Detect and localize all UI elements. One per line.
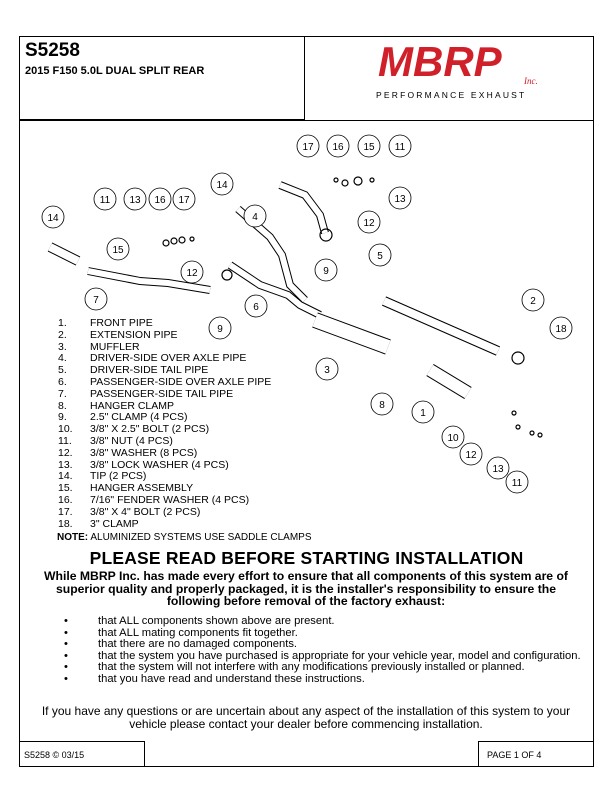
- part-name: MUFFLER: [90, 340, 140, 353]
- logo-wordmark: MBRP: [378, 42, 502, 85]
- parts-list-item: [58, 330, 271, 342]
- part-name: 3/8" LOCK WASHER (4 PCS): [90, 458, 229, 471]
- parts-list-item: [58, 507, 271, 519]
- parts-list: [58, 318, 271, 530]
- part-number-label: 9.: [58, 411, 67, 424]
- part-number-label: 18.: [58, 517, 73, 530]
- callout-number: 2: [530, 296, 536, 307]
- callout-number: 12: [363, 218, 375, 229]
- part-name: 3/8" X 2.5" BOLT (2 PCS): [90, 423, 210, 436]
- bullet-icon: •: [64, 661, 68, 673]
- part-name: 2.5" CLAMP (4 PCS): [90, 411, 188, 424]
- checklist-item: [64, 674, 584, 686]
- callout-number: 14: [216, 180, 228, 191]
- aluminized-note: [57, 532, 312, 543]
- part-number-label: 16.: [58, 493, 73, 506]
- bullet-icon: •: [64, 626, 68, 639]
- callout-number: 15: [112, 245, 124, 256]
- install-heading: PLEASE READ BEFORE STARTING INSTALLATION: [89, 548, 524, 568]
- callout-number: 5: [377, 251, 383, 262]
- bullet-icon: •: [64, 672, 68, 685]
- callout-number: 9: [323, 266, 329, 277]
- vehicle-description: 2015 F150 5.0L DUAL SPLIT REAR: [25, 65, 205, 77]
- checklist-text: that the system you have purchased is appropriate for your vehicle year, model and configuration.: [98, 649, 581, 662]
- callout-number: 1: [420, 408, 426, 419]
- part-number-label: 15.: [58, 482, 73, 495]
- callout-number: 11: [394, 142, 406, 153]
- callout-number: 9: [217, 324, 223, 335]
- disclaimer-text: While MBRP Inc. has made every effort to ensure that all components of this system are of superior quality and properly packaged, it is the installer's responsibility to ensure the following before removal of the factory exhaust:: [44, 569, 568, 608]
- parts-list-item: [58, 389, 271, 401]
- checklist-item: [64, 616, 584, 628]
- callout-number: 4: [252, 212, 258, 223]
- note-text: ALUMINIZED SYSTEMS USE SADDLE CLAMPS: [88, 532, 312, 543]
- checklist-text: that you have read and understand these instructions.: [98, 672, 365, 685]
- header-divider: [19, 120, 594, 121]
- callout-number: 7: [93, 295, 99, 306]
- part-name: PASSENGER-SIDE OVER AXLE PIPE: [90, 375, 272, 388]
- callout-number: 11: [99, 195, 111, 206]
- part-name: EXTENSION PIPE: [90, 328, 178, 341]
- pre-install-checklist: [64, 616, 584, 685]
- part-number-label: 17.: [58, 505, 73, 518]
- callout-number: 8: [379, 400, 385, 411]
- part-number-label: 8.: [58, 399, 67, 412]
- callout-number: 17: [302, 142, 314, 153]
- callout-number: 13: [492, 464, 504, 475]
- part-name: PASSENGER-SIDE TAIL PIPE: [90, 387, 234, 400]
- parts-list-item: [58, 377, 271, 389]
- closing-text: If you have any questions or are uncertain about any aspect of the installation of this system to your vehicle please contact your dealer before commencing installation.: [41, 704, 571, 731]
- part-number: S5258: [25, 40, 80, 61]
- parts-list-item: [58, 448, 271, 460]
- part-name: TIP (2 PCS): [90, 470, 147, 483]
- checklist-item: [64, 662, 584, 674]
- bullet-icon: •: [64, 638, 68, 650]
- part-name: DRIVER-SIDE TAIL PIPE: [90, 364, 209, 377]
- checklist-text: that ALL mating components fit together.: [98, 626, 298, 639]
- part-name: DRIVER-SIDE OVER AXLE PIPE: [90, 352, 247, 365]
- callout-number: 13: [394, 194, 406, 205]
- document-code: S5258 © 03/15: [19, 741, 145, 767]
- callout-number: 12: [465, 450, 477, 461]
- callout-number: 16: [154, 195, 166, 206]
- part-name: 3/8" NUT (4 PCS): [90, 434, 173, 447]
- logo-tagline: PERFORMANCE EXHAUST: [376, 90, 527, 100]
- part-name: 7/16" FENDER WASHER (4 PCS): [90, 493, 250, 506]
- part-number-label: 6.: [58, 375, 67, 388]
- callout-number: 12: [186, 268, 198, 279]
- part-number-label: 14.: [58, 470, 73, 483]
- parts-list-item: [58, 495, 271, 507]
- bullet-icon: •: [64, 649, 68, 662]
- parts-list-item: [58, 436, 271, 448]
- part-name: HANGER ASSEMBLY: [90, 482, 194, 495]
- part-name: 3/8" X 4" BOLT (2 PCS): [90, 505, 201, 518]
- part-name: 3" CLAMP: [90, 517, 139, 530]
- callout-number: 6: [253, 302, 259, 313]
- callout-number: 16: [332, 142, 344, 153]
- part-number-label: 3.: [58, 340, 67, 353]
- bullet-icon: •: [64, 615, 68, 627]
- part-number-label: 1.: [58, 317, 67, 329]
- part-number-label: 13.: [58, 458, 73, 471]
- callout-number: 15: [363, 142, 375, 153]
- callout-number: 10: [447, 433, 459, 444]
- mbrp-logo: [376, 42, 566, 102]
- callout-number: 13: [129, 195, 141, 206]
- parts-list-item: [58, 519, 271, 531]
- callout-number: 18: [555, 324, 567, 335]
- part-number-label: 7.: [58, 387, 67, 400]
- checklist-text: that the system will not interfere with any modifications previously installed or planned.: [98, 661, 525, 673]
- note-label: NOTE:: [57, 532, 89, 543]
- callout-number: 3: [324, 365, 330, 376]
- callout-number: 14: [47, 213, 59, 224]
- part-number-label: 12.: [58, 446, 73, 459]
- part-name: FRONT PIPE: [90, 317, 153, 329]
- part-number-label: 5.: [58, 364, 67, 377]
- callout-number: 17: [178, 195, 190, 206]
- part-number-label: 11.: [58, 434, 72, 447]
- part-name: 3/8" WASHER (8 PCS): [90, 446, 198, 459]
- checklist-text: that ALL components shown above are present.: [98, 615, 335, 627]
- checklist-item: [64, 639, 584, 651]
- checklist-text: that there are no damaged components.: [98, 638, 298, 650]
- callout-number: 11: [511, 478, 523, 489]
- logo-inc: Inc.: [524, 76, 538, 86]
- part-number-label: 4.: [58, 352, 67, 365]
- part-number-label: 10.: [58, 423, 73, 436]
- part-number-label: 2.: [58, 328, 67, 341]
- page-indicator: PAGE 1 OF 4: [478, 741, 594, 767]
- part-name: HANGER CLAMP: [90, 399, 175, 412]
